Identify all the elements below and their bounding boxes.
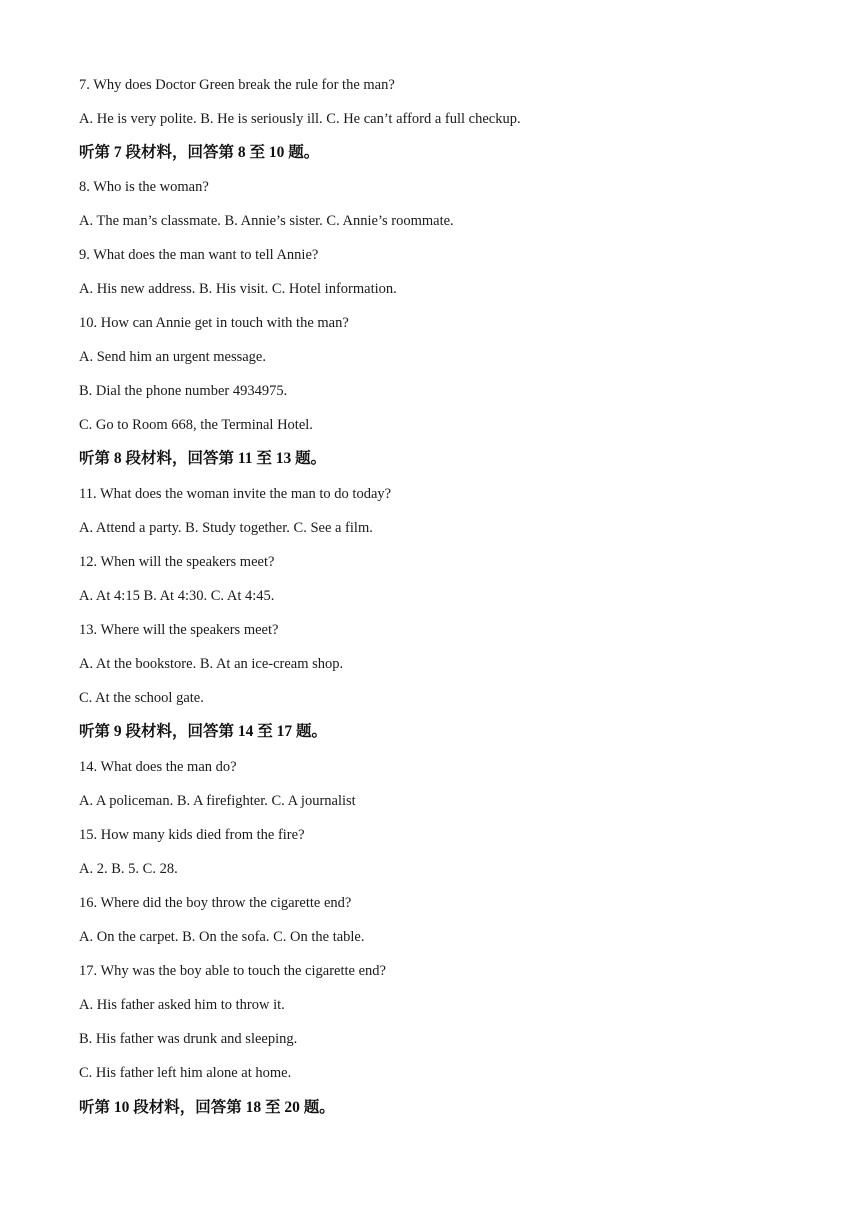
- option-10-a: A. Send him an urgent message.: [79, 349, 266, 365]
- question-8: 8. Who is the woman?: [79, 179, 209, 195]
- question-7: 7. Why does Doctor Green break the rule for the man?: [79, 77, 395, 93]
- options-16: A. On the carpet. B. On the sofa. C. On the table.: [79, 929, 365, 945]
- options-7: A. He is very polite. B. He is seriously ill. C. He can’t afford a full checkup.: [79, 111, 521, 127]
- question-10: 10. How can Annie get in touch with the man?: [79, 315, 349, 331]
- section-heading-7: 听第 7 段材料，回答第 8 至 10 题。: [79, 144, 320, 161]
- question-9: 9. What does the man want to tell Annie?: [79, 247, 319, 263]
- question-17: 17. Why was the boy able to touch the cigarette end?: [79, 963, 386, 979]
- options-8: A. The man’s classmate. B. Annie’s sister. C. Annie’s roommate.: [79, 213, 454, 229]
- option-10-b: B. Dial the phone number 4934975.: [79, 383, 288, 399]
- options-9: A. His new address. B. His visit. C. Hotel information.: [79, 281, 397, 297]
- options-14: A. A policeman. B. A firefighter. C. A journalist: [79, 793, 356, 809]
- option-17-a: A. His father asked him to throw it.: [79, 997, 285, 1013]
- options-11: A. Attend a party. B. Study together. C. See a film.: [79, 520, 373, 536]
- question-13: 13. Where will the speakers meet?: [79, 622, 279, 638]
- options-12: A. At 4:15 B. At 4:30. C. At 4:45.: [79, 588, 275, 604]
- question-12: 12. When will the speakers meet?: [79, 554, 275, 570]
- option-17-c: C. His father left him alone at home.: [79, 1065, 292, 1081]
- section-heading-10: 听第 10 段材料，回答第 18 至 20 题。: [79, 1099, 335, 1116]
- question-16: 16. Where did the boy throw the cigarette end?: [79, 895, 352, 911]
- question-11: 11. What does the woman invite the man to do today?: [79, 486, 392, 502]
- option-17-b: B. His father was drunk and sleeping.: [79, 1031, 298, 1047]
- question-14: 14. What does the man do?: [79, 759, 237, 775]
- options-15: A. 2. B. 5. C. 28.: [79, 861, 178, 877]
- option-10-c: C. Go to Room 668, the Terminal Hotel.: [79, 417, 313, 433]
- section-heading-9: 听第 9 段材料，回答第 14 至 17 题。: [79, 723, 328, 740]
- section-heading-8: 听第 8 段材料，回答第 11 至 13 题。: [79, 450, 327, 467]
- option-13-c: C. At the school gate.: [79, 690, 204, 706]
- question-15: 15. How many kids died from the fire?: [79, 827, 305, 843]
- options-13-ab: A. At the bookstore. B. At an ice-cream shop.: [79, 656, 344, 672]
